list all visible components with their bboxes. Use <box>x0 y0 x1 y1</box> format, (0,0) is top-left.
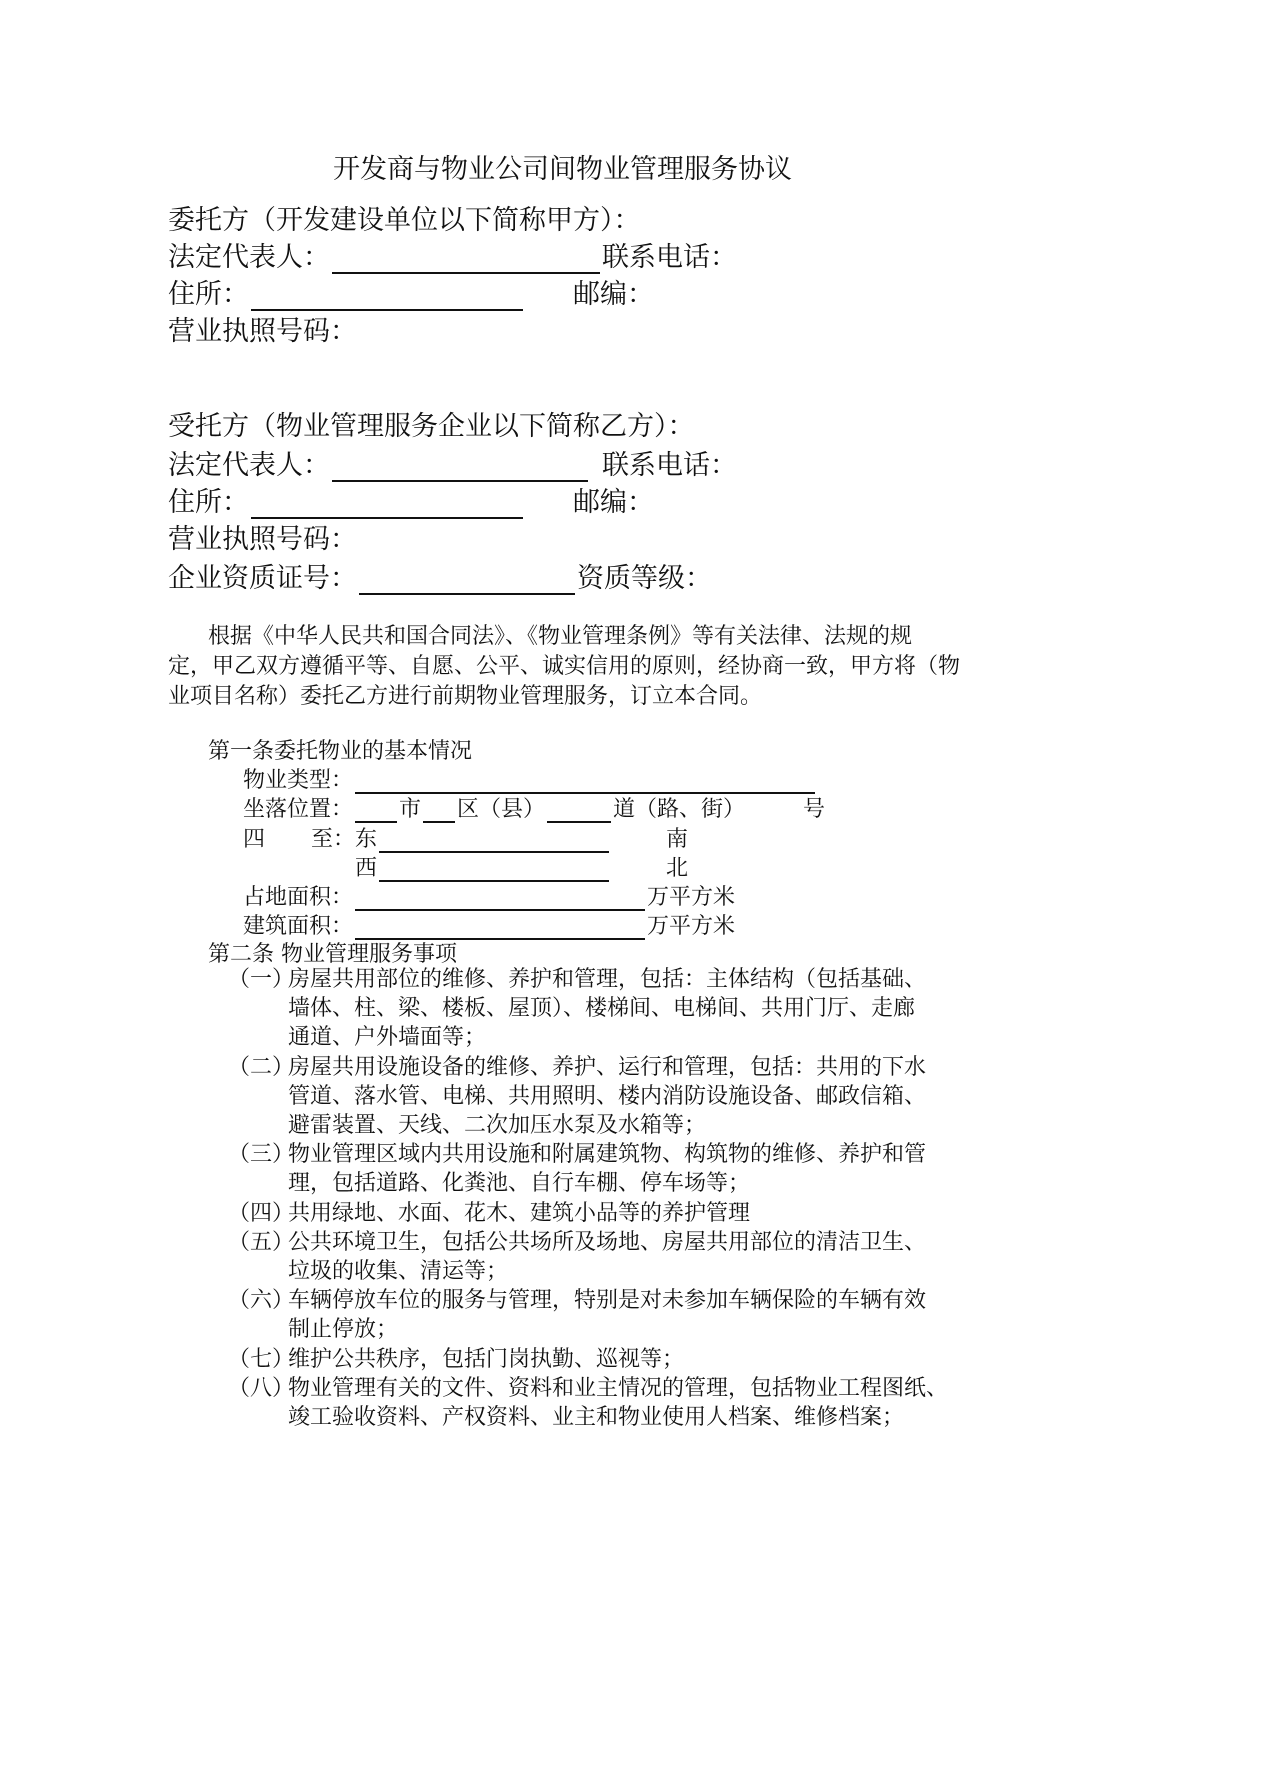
legal-rep-label: 法定代表人： <box>168 242 330 273</box>
service-item-line: 物业管理区域内共用设施和附属建筑物、构筑物的维修、养护和管 <box>288 1142 927 1168</box>
service-item-label: （六） <box>228 1288 295 1314</box>
preamble-line-3: 业项目名称）委托乙方进行前期物业管理服务，订立本合同。 <box>168 684 763 709</box>
cert-level-label: 资质等级： <box>577 563 712 594</box>
service-item-line: 制止停放； <box>288 1317 399 1343</box>
district-blank[interactable] <box>423 795 455 823</box>
service-item-line: 房屋共用设施设备的维修、养护、运行和管理，包括：共用的下水 <box>288 1054 927 1080</box>
legal-rep-blank[interactable] <box>332 452 588 482</box>
address-label: 住所： <box>168 279 249 310</box>
service-item <box>228 1228 927 1284</box>
service-item-text <box>288 1199 750 1228</box>
legal-rep-blank[interactable] <box>332 244 600 274</box>
service-item <box>228 1345 685 1374</box>
party-b-cert-row <box>168 556 712 595</box>
south-label: 南 <box>666 827 689 852</box>
land-area-row <box>243 880 735 911</box>
building-area-label: 建筑面积： <box>243 914 354 939</box>
road-label: 道（路、街） <box>613 797 746 822</box>
service-item-text <box>288 1053 926 1141</box>
land-area-label: 占地面积： <box>243 885 354 910</box>
property-type-blank[interactable] <box>355 766 815 794</box>
service-item-line: 公共环境卫生，包括公共场所及场地、房屋共用部位的清洁卫生、 <box>288 1229 927 1255</box>
service-item <box>228 1286 927 1343</box>
property-type-label: 物业类型： <box>243 768 354 793</box>
service-item-text <box>288 1286 926 1344</box>
party-b-heading: 受托方（物业管理服务企业以下简称乙方）： <box>168 411 695 442</box>
city-label: 市 <box>399 797 422 822</box>
west-label: 西 <box>355 856 378 881</box>
service-item-text <box>288 1228 926 1286</box>
land-area-blank[interactable] <box>355 883 645 911</box>
service-item-line: 共用绿地、水面、花木、建筑小品等的养护管理 <box>288 1200 751 1226</box>
location-row <box>243 792 745 823</box>
east-label: 东 <box>355 827 378 852</box>
phone-label: 联系电话： <box>602 242 737 273</box>
service-item-label: （八） <box>228 1375 295 1401</box>
building-area-blank[interactable] <box>355 912 645 940</box>
address-blank[interactable] <box>251 281 523 311</box>
service-item-label: （七） <box>228 1346 295 1372</box>
district-label: 区（县） <box>457 797 546 822</box>
boundary-label-2: 至： <box>311 827 356 852</box>
boundary-row-east <box>311 822 611 853</box>
building-area-unit: 万平方米 <box>647 914 736 939</box>
party-a-legal-rep-row <box>168 235 737 274</box>
location-label: 坐落位置： <box>243 797 354 822</box>
city-blank[interactable] <box>355 795 397 823</box>
service-item-line: 垃圾的收集、清运等； <box>288 1259 509 1284</box>
service-item-text <box>288 1345 684 1374</box>
service-item <box>228 965 927 1051</box>
service-item-label: （三） <box>228 1142 295 1168</box>
north-label: 北 <box>666 856 689 881</box>
service-item-text <box>288 1140 926 1198</box>
service-item-line: 通道、户外墙面等； <box>288 1025 487 1051</box>
party-b-legal-rep-row <box>168 443 737 482</box>
phone-label: 联系电话： <box>602 450 737 481</box>
service-item-line: 维护公共秩序，包括门岗执勤、巡视等； <box>288 1346 685 1372</box>
party-b-postcode-label: 邮编： <box>573 487 654 518</box>
boundary-row-west <box>355 851 611 882</box>
service-item-label: （二） <box>228 1054 295 1080</box>
boundary-label-1: 四 <box>243 827 266 852</box>
service-item-line: 竣工验收资料、产权资料、业主和物业使用人档案、维修档案； <box>288 1405 905 1430</box>
party-a-heading: 委托方（开发建设单位以下简称甲方）： <box>168 205 641 236</box>
party-b-license-label: 营业执照号码： <box>168 524 357 555</box>
party-a-license-label: 营业执照号码： <box>168 316 357 347</box>
preamble-line-1: 根据《中华人民共和国合同法》、《物业管理条例》等有关法律、法规的规 <box>208 624 913 649</box>
service-item <box>228 1053 927 1138</box>
party-b-address-row <box>168 480 525 519</box>
party-a-postcode-label: 邮编： <box>573 279 654 310</box>
road-blank[interactable] <box>547 795 611 823</box>
service-item <box>228 1199 751 1228</box>
service-item-line: 车辆停放车位的服务与管理，特别是对未参加车辆保险的车辆有效 <box>288 1288 927 1314</box>
article-2-heading: 第二条 物业管理服务事项 <box>208 942 457 967</box>
land-area-unit: 万平方米 <box>647 885 736 910</box>
service-item-label: （一） <box>228 967 295 992</box>
preamble-line-2: 定，甲乙双方遵循平等、自愿、公平、诚实信用的原则，经协商一致，甲方将（物 <box>168 654 961 679</box>
service-item-label: （四） <box>228 1200 295 1226</box>
service-item-line: 物业管理有关的文件、资料和业主情况的管理，包括物业工程图纸、 <box>288 1375 949 1401</box>
service-item-line: 墙体、柱、梁、楼板、屋顶）、楼梯间、电梯间、共用门厅、走廊 <box>288 996 916 1022</box>
service-item-line: 避雷装置、天线、二次加压水泵及水箱等； <box>288 1113 707 1138</box>
number-label: 号 <box>803 797 826 822</box>
service-item-label: （五） <box>228 1229 295 1255</box>
service-item-text <box>288 1374 948 1432</box>
legal-rep-label: 法定代表人： <box>168 450 330 481</box>
west-blank[interactable] <box>379 854 609 882</box>
service-item <box>228 1374 949 1430</box>
cert-no-blank[interactable] <box>359 565 575 595</box>
service-item-line: 管道、落水管、电梯、共用照明、楼内消防设施设备、邮政信箱、 <box>288 1083 927 1109</box>
service-item-line: 房屋共用部位的维修、养护和管理，包括：主体结构（包括基础、 <box>288 967 927 992</box>
east-blank[interactable] <box>379 825 609 853</box>
service-item-text <box>288 965 926 1053</box>
party-a-address-row <box>168 272 525 311</box>
service-item-line: 理，包括道路、化粪池、自行车棚、停车场等； <box>288 1171 751 1197</box>
service-item <box>228 1140 927 1197</box>
address-label: 住所： <box>168 487 249 518</box>
article-1-heading: 第一条委托物业的基本情况 <box>208 739 473 764</box>
cert-no-label: 企业资质证号： <box>168 563 357 594</box>
document-title: 开发商与物业公司间物业管理服务协议 <box>333 154 792 185</box>
address-blank[interactable] <box>251 489 523 519</box>
property-type-row <box>243 763 817 794</box>
building-area-row <box>243 909 735 940</box>
